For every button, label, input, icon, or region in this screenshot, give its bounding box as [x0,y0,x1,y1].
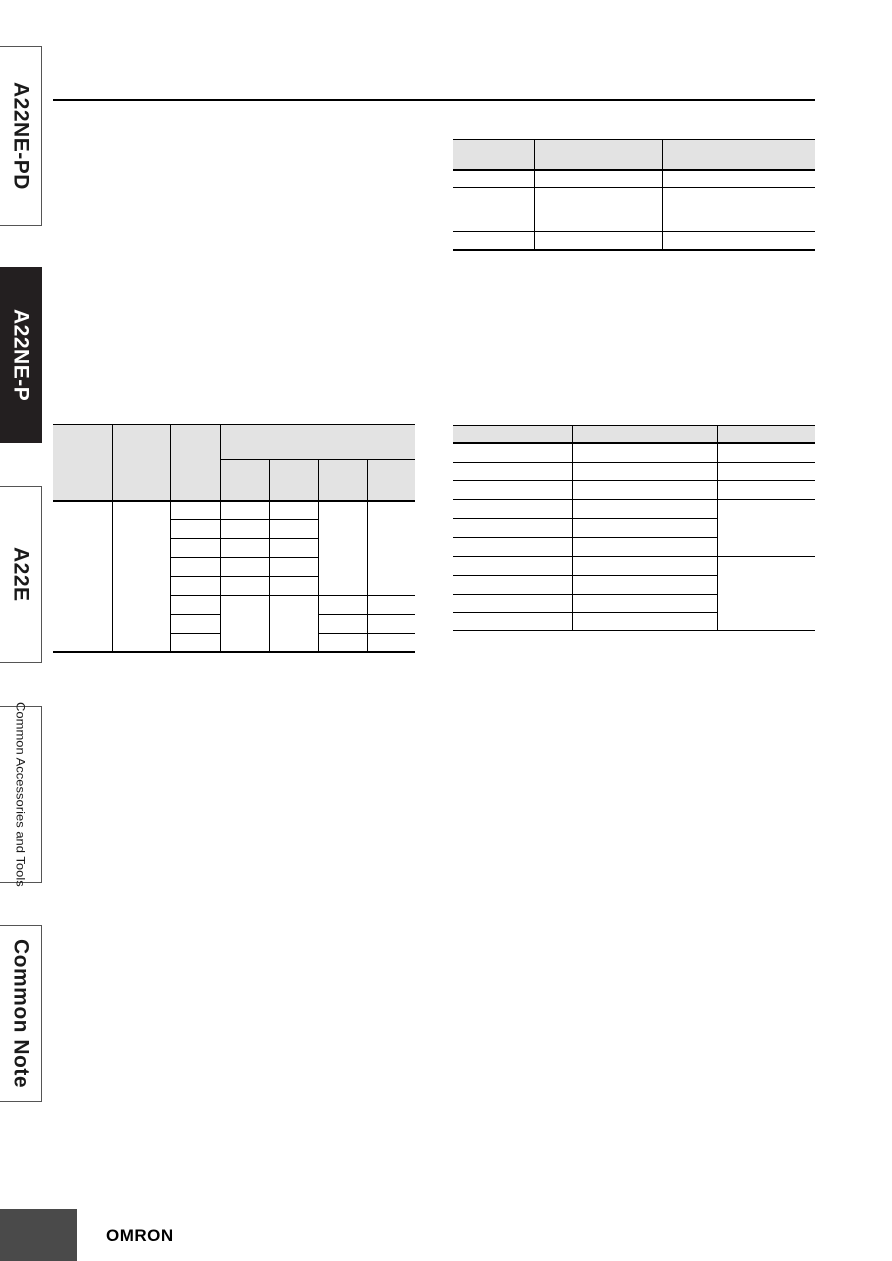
side-tab-label: Common Note [9,939,33,1088]
header-rule [53,99,815,101]
side-tab-a22ne-p[interactable] [0,267,42,443]
side-tab-a22e[interactable] [0,486,42,663]
side-tab-a22ne-pd[interactable] [0,46,42,226]
side-tab-common-accessories[interactable] [0,702,42,887]
side-tab-label: A22NE-PD [9,82,33,190]
page-number-block [0,1209,77,1261]
side-tab-label: A22E [9,547,33,602]
side-tab-common-note[interactable] [0,925,42,1102]
side-tab-label: A22NE-P [9,308,33,402]
omron-logo: OMRON [106,1226,174,1245]
side-tab-label: Common Accessories and Tools [13,702,28,887]
